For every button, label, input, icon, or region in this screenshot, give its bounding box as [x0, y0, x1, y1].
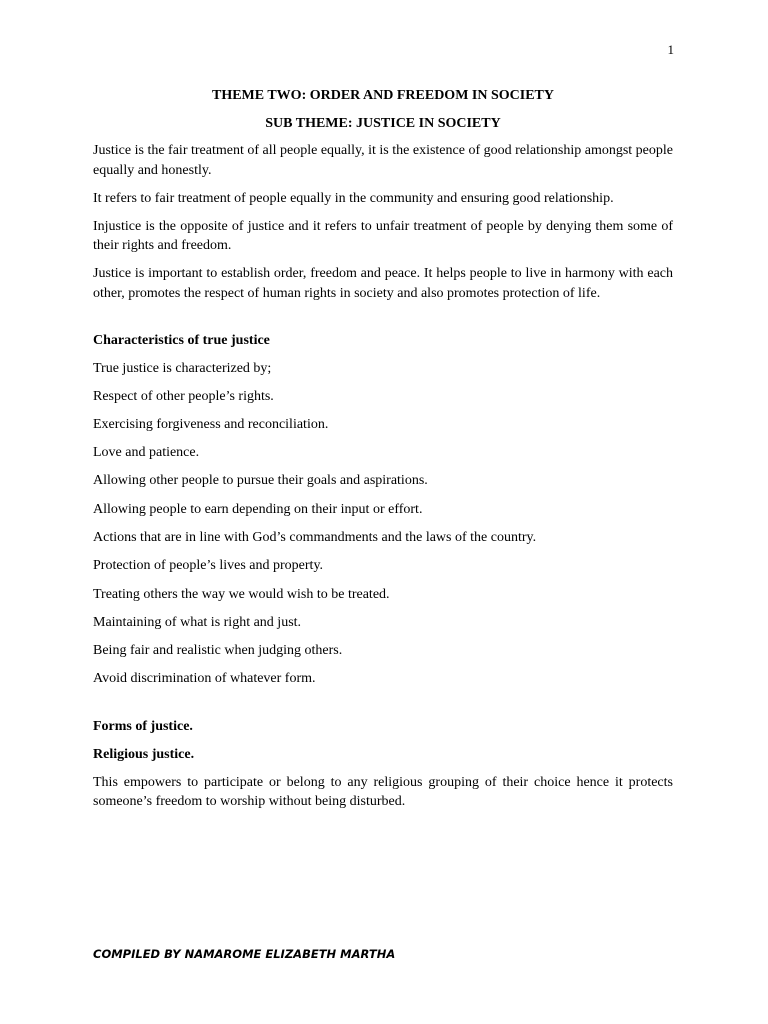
- document-subtitle: SUB THEME: JUSTICE IN SOCIETY: [265, 115, 501, 131]
- list-item: Protection of people’s lives and property.: [93, 558, 324, 574]
- intro-paragraph: Justice is the fair treatment of all people equally, it is the existence of good relationship amongst people equally and honestly.: [93, 143, 673, 178]
- list-item: Treating others the way we would wish to be treated.: [93, 586, 390, 602]
- page-number: 1: [667, 42, 674, 57]
- intro-paragraph: It refers to fair treatment of people equally in the community and ensuring good relationship.: [93, 190, 614, 206]
- intro-paragraph: Injustice is the opposite of justice and it refers to unfair treatment of people by denying them some of their rights and freedom.: [93, 218, 673, 253]
- characteristics-list: [93, 387, 673, 689]
- list-item: Exercising forgiveness and reconciliation.: [93, 416, 329, 432]
- characteristics-lead: True justice is characterized by;: [93, 360, 272, 376]
- characteristics-heading: Characteristics of true justice: [93, 332, 270, 348]
- list-item: Being fair and realistic when judging others.: [93, 643, 343, 659]
- section-spacer: [93, 312, 673, 331]
- forms-subheading: Religious justice.: [93, 746, 195, 762]
- document-title: THEME TWO: ORDER AND FREEDOM IN SOCIETY: [211, 88, 554, 103]
- list-item: Actions that are in line with God’s commandments and the laws of the country.: [93, 529, 537, 545]
- forms-heading: Forms of justice.: [93, 718, 193, 734]
- intro-paragraph: Justice is important to establish order, freedom and peace. It helps people to live in harmony with each other, promotes the respect of human rights in society and also promotes protection of life.: [93, 266, 673, 301]
- document-body: [93, 86, 673, 820]
- list-item: Avoid discrimination of whatever form.: [93, 671, 316, 687]
- list-item: Respect of other people’s rights.: [93, 388, 274, 404]
- section-spacer: [93, 698, 673, 717]
- list-item: Allowing other people to pursue their goals and aspirations.: [93, 473, 428, 489]
- compiled-by-footer: COMPILED BY NAMAROME ELIZABETH MARTHA: [93, 947, 396, 961]
- list-item: Maintaining of what is right and just.: [93, 614, 302, 630]
- list-item: Allowing people to earn depending on their input or effort.: [93, 501, 423, 517]
- list-item: Love and patience.: [93, 445, 200, 461]
- forms-paragraph: This empowers to participate or belong to any religious grouping of their choice hence it protects someone’s freedom to worship without being disturbed.: [93, 774, 673, 810]
